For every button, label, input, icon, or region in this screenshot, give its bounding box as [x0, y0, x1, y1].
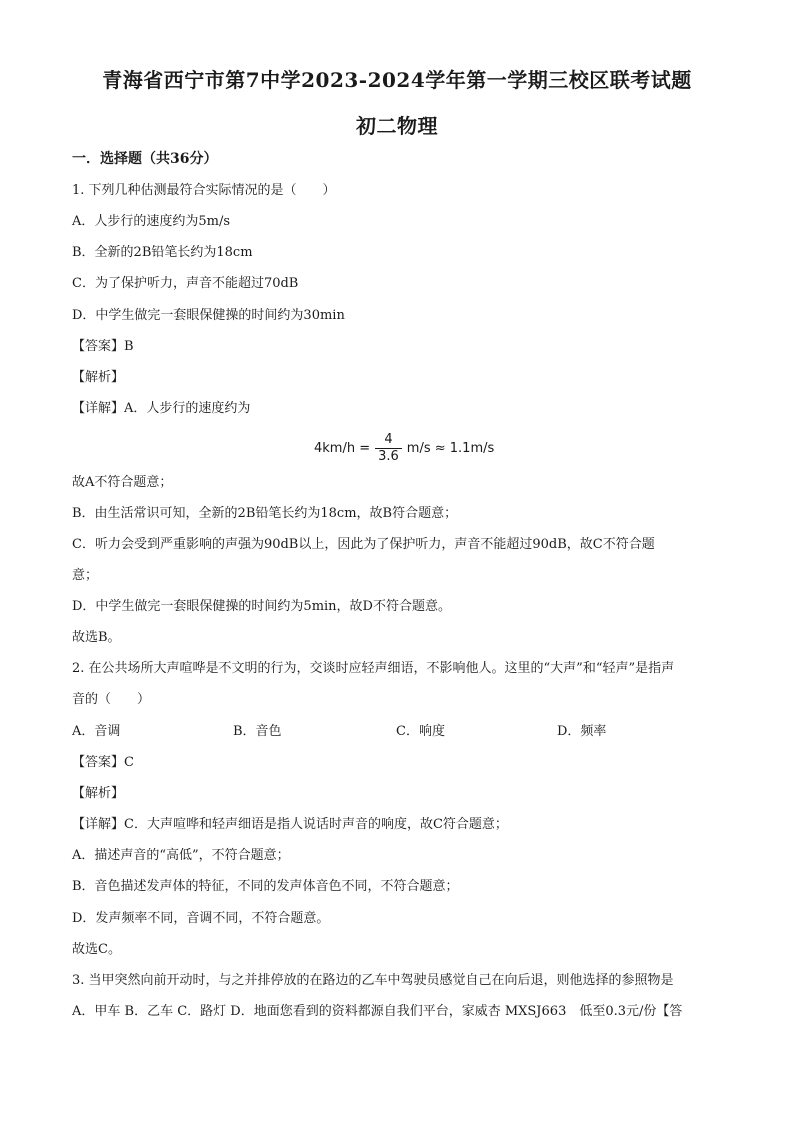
q1-answer: 【答案】B [72, 339, 134, 354]
q2-option-d: D．频率 [557, 724, 607, 739]
q1-explain-line: C．听力会受到严重影响的声强为90dB以上，因此为了保护听力，声音不能超过90dB，故C不符合题 [72, 537, 655, 552]
formula-rhs: m/s ≈ 1.1m/s [406, 440, 495, 456]
q1-option-b: B．全新的2B铅笔长约为18cm [72, 245, 253, 260]
q2-option-c: C．响度 [396, 724, 445, 739]
q1-option-c: C．为了保护听力，声音不能超过70dB [72, 276, 299, 291]
q2-explain-line: D．发声频率不同，音调不同，不符合题意。 [72, 911, 330, 926]
q2-option-a: A．音调 [72, 724, 121, 739]
q2-option-b: B．音色 [233, 724, 282, 739]
q2-stem-cont: 音的（ ） [72, 692, 151, 707]
q2-explain-line: B．音色描述发声体的特征，不同的发声体音色不同，不符合题意； [72, 879, 459, 894]
exam-title: 青海省西宁市第7中学2023-2024学年第一学期三校区联考试题 [102, 68, 692, 92]
q2-answer: 【答案】C [72, 755, 134, 770]
speed-conversion-formula [314, 428, 494, 468]
q1-analysis-label: 【解析】 [72, 370, 125, 385]
q2-stem: 2. 在公共场所大声喧哗是不文明的行为，交谈时应轻声细语，不影响他人。这里的“大声”和“轻声”是指声 [72, 661, 675, 676]
fraction-numerator: 4 [384, 431, 393, 447]
fraction-denominator: 3.6 [378, 448, 399, 464]
q1-explain-line: 故A不符合题意； [72, 475, 173, 490]
q1-conclusion: 故选B。 [72, 630, 121, 645]
q2-explain-line: 【详解】C．大声喧哗和轻声细语是指人说话时声音的响度，故C符合题意； [72, 817, 508, 832]
q1-option-d: D．中学生做完一套眼保健操的时间约为30min [72, 308, 345, 323]
q3-stem: 3. 当甲突然向前开动时，与之并排停放的在路边的乙车中驾驶员感觉自己在向后退，则他选择的参照物是 [72, 973, 674, 988]
q3-options-line: A．甲车 B．乙车 C．路灯 D．地面您看到的资料都源自我们平台，家威杏 MXSJ663 低至0.3元/份【答 [72, 1004, 683, 1019]
formula-lhs: 4km/h = [314, 440, 371, 456]
q1-detail: 【详解】A．人步行的速度约为 [72, 401, 251, 416]
section-heading: 一．选择题（共36分） [72, 151, 218, 167]
q1-explain-line: 意； [72, 568, 99, 583]
q1-option-a: A．人步行的速度约为5m/s [72, 214, 231, 229]
q2-options-row [72, 723, 722, 741]
q1-explain-line: D．中学生做完一套眼保健操的时间约为5min，故D不符合题意。 [72, 599, 451, 614]
q2-conclusion: 故选C。 [72, 942, 121, 957]
formula-fraction [375, 432, 402, 465]
subject-title: 初二物理 [356, 114, 438, 138]
q2-analysis-label: 【解析】 [72, 786, 125, 801]
q1-explain-line: B．由生活常识可知，全新的2B铅笔长约为18cm，故B符合题意； [72, 506, 458, 521]
q2-explain-line: A．描述声音的“高低”，不符合题意； [72, 848, 290, 863]
q1-stem: 1. 下列几种估测最符合实际情况的是（ ） [72, 183, 336, 198]
